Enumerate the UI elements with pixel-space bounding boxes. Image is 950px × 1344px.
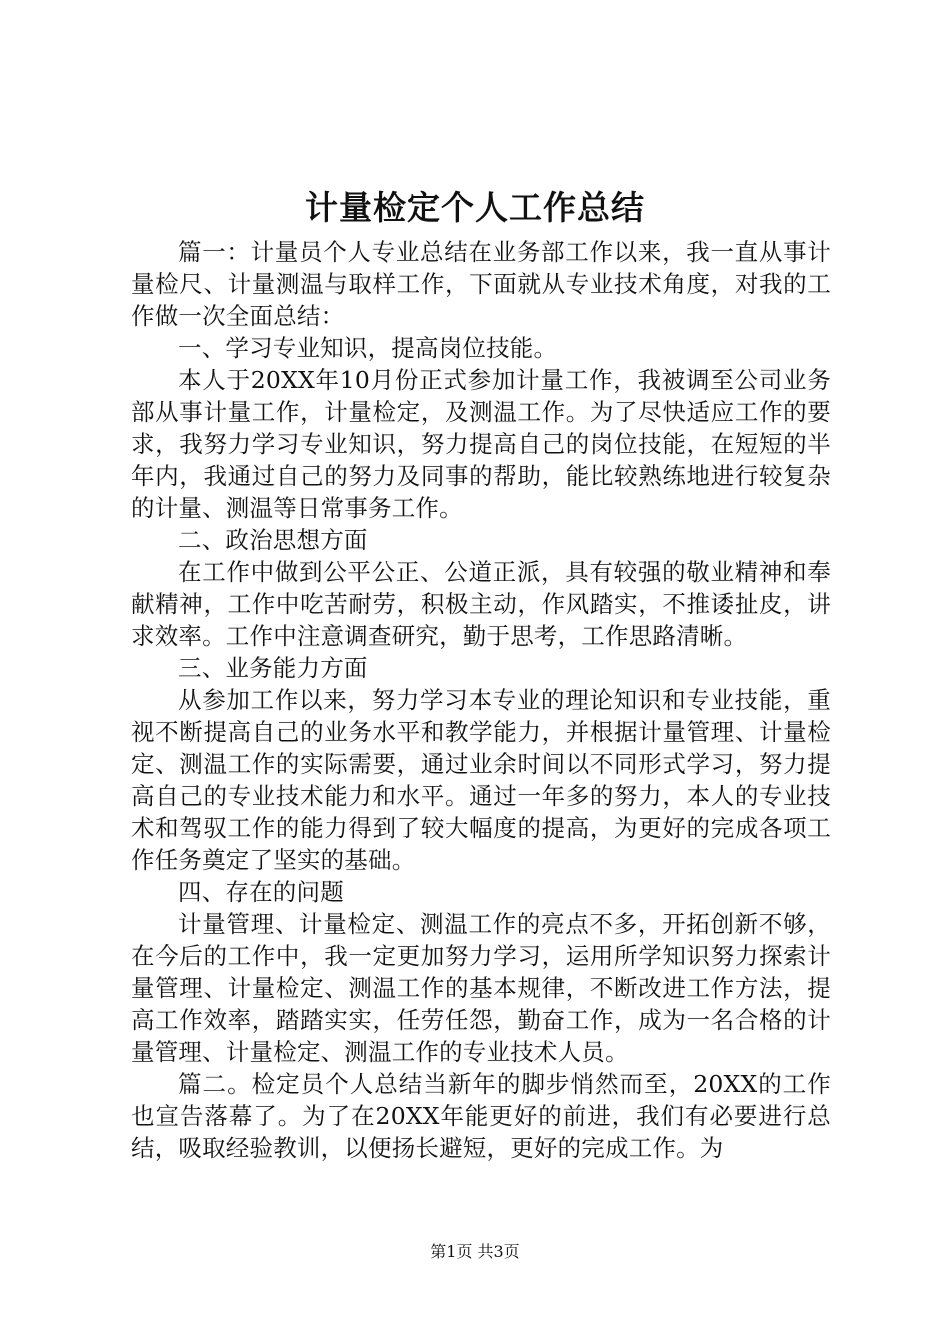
page-footer: 第1页 共3页 xyxy=(430,1242,520,1261)
paragraph-section-1: 本人于20XX年10月份正式参加计量工作，我被调至公司业务部从事计量工作，计量检定，及测温工作。为了尽快适应工作的要求，我努力学习专业知识，努力提高自己的岗位技能，在短短的半年内，我通过自己的努力及同事的帮助，能比较熟练地进行较复杂的计量、测温等日常事务工作。 xyxy=(131,366,831,522)
paragraph-section-3: 从参加工作以来，努力学习本专业的理论知识和专业技能，重视不断提高自己的业务水平和教学能力，并根据计量管理、计量检定、测温工作的实际需要，通过业余时间以不同形式学习，努力提高自己的专业技术能力和水平。通过一年多的努力，本人的专业技术和驾驭工作的能力得到了较大幅度的提高，为更好的完成各项工作任务奠定了坚实的基础。 xyxy=(131,686,831,874)
paragraph-intro: 篇一：计量员个人专业总结在业务部工作以来，我一直从事计量检尺、计量测温与取样工作，下面就从专业技术角度，对我的工作做一次全面总结： xyxy=(131,238,831,330)
paragraph-section-2: 在工作中做到公平公正、公道正派，具有较强的敬业精神和奉献精神，工作中吃苦耐劳，积极主动，作风踏实，不推诿扯皮，讲求效率。工作中注意调查研究，勤于思考，工作思路清晰。 xyxy=(131,558,831,650)
section-heading-1: 一、学习专业知识，提高岗位技能。 xyxy=(178,334,558,362)
section-heading-4: 四、存在的问题 xyxy=(178,878,344,906)
paragraph-part-two: 篇二。检定员个人总结当新年的脚步悄然而至，20XX的工作也宣告落幕了。为了在20XX年能更好的前进，我们有必要进行总结，吸取经验教训，以便扬长避短，更好的完成工作。为 xyxy=(131,1070,831,1162)
paragraph-section-4: 计量管理、计量检定、测温工作的亮点不多，开拓创新不够，在今后的工作中，我一定更加努力学习，运用所学知识努力探索计量管理、计量检定、测温工作的基本规律，不断改进工作方法，提高工作效率，踏踏实实，任劳任怨，勤奋工作，成为一名合格的计量管理、计量检定、测温工作的专业技术人员。 xyxy=(131,910,831,1066)
section-heading-3: 三、业务能力方面 xyxy=(178,654,368,682)
document-title: 计量检定个人工作总结 xyxy=(305,188,645,227)
document-body xyxy=(131,236,831,1164)
section-heading-2: 二、政治思想方面 xyxy=(178,526,368,554)
